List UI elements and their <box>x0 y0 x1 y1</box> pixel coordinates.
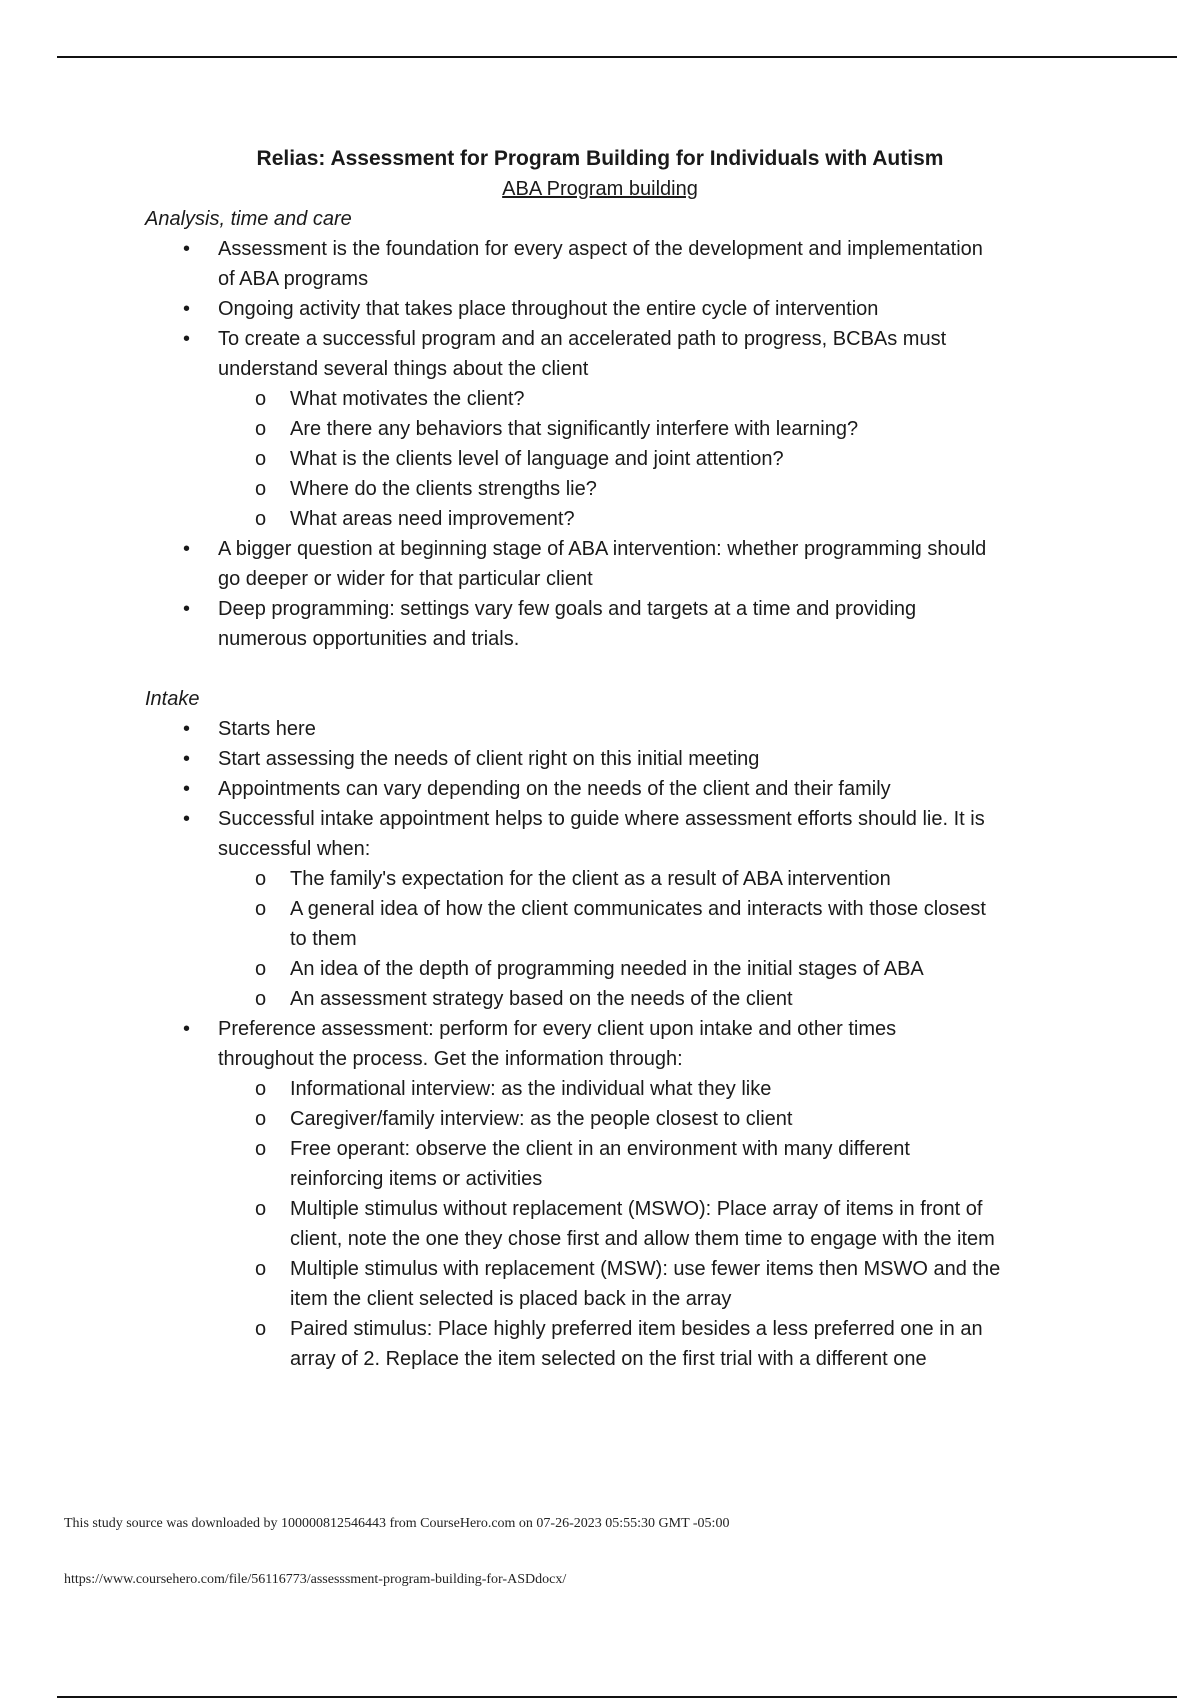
section-heading: Intake <box>145 688 200 710</box>
list-item <box>0 774 1200 804</box>
bullet-icon: • <box>183 328 191 350</box>
section-heading: Analysis, time and care <box>145 208 352 230</box>
bullet-icon: • <box>183 718 191 740</box>
sub-list-item <box>0 864 1200 894</box>
bottom-rule <box>57 1696 1177 1698</box>
sub-list-item-text: An idea of the depth of programming needed in the initial stages of ABA <box>290 958 924 980</box>
circle-bullet-icon: o <box>255 958 267 980</box>
sub-list-item <box>0 1104 1200 1134</box>
sub-list-item-text: What motivates the client? <box>290 388 525 410</box>
sub-bullet-list <box>218 864 1200 1014</box>
top-rule <box>57 56 1177 58</box>
list-item-text: Preference assessment: perform for every client upon intake and other times throughout the process. Get the information through: <box>218 1018 897 1070</box>
bullet-icon: • <box>183 298 191 320</box>
list-item-text: Ongoing activity that takes place throughout the entire cycle of intervention <box>218 298 879 320</box>
list-item <box>0 804 1200 1014</box>
sub-list-item-text: An assessment strategy based on the needs of the client <box>290 988 793 1010</box>
bullet-list <box>0 234 1200 654</box>
circle-bullet-icon: o <box>255 988 267 1010</box>
circle-bullet-icon: o <box>255 1258 267 1280</box>
list-item-text: Deep programming: settings vary few goals and targets at a time and providing numerous opportunities and trials. <box>218 598 917 650</box>
sub-list-item <box>0 414 1200 444</box>
sub-list-item <box>0 1194 1200 1254</box>
list-item-text: Successful intake appointment helps to guide where assessment efforts should lie. It is successful when: <box>218 808 985 860</box>
sub-list-item-text: Multiple stimulus with replacement (MSW): use fewer items then MSWO and the item the client selected is placed back in the array <box>290 1258 1001 1310</box>
list-item-text: Appointments can vary depending on the needs of the client and their family <box>218 778 891 800</box>
bullet-icon: • <box>183 1018 191 1040</box>
sub-list-item <box>0 1254 1200 1314</box>
circle-bullet-icon: o <box>255 868 267 890</box>
sub-list-item-text: What is the clients level of language and joint attention? <box>290 448 784 470</box>
sub-list-item <box>0 1134 1200 1194</box>
list-item <box>0 1014 1200 1374</box>
sub-list-item-text: Free operant: observe the client in an environment with many different reinforcing items or activities <box>290 1138 910 1190</box>
circle-bullet-icon: o <box>255 478 267 500</box>
circle-bullet-icon: o <box>255 508 267 530</box>
list-item-text: Assessment is the foundation for every aspect of the development and implementation of ABA programs <box>218 238 983 290</box>
sub-list-item <box>0 444 1200 474</box>
sub-bullet-list <box>218 1074 1200 1374</box>
section-gap <box>0 654 1200 684</box>
sub-list-item-text: Multiple stimulus without replacement (MSWO): Place array of items in front of client, note the one they chose first and allow them time to engage with the item <box>290 1198 995 1250</box>
sub-list-item-text: Paired stimulus: Place highly preferred item besides a less preferred one in an array of 2. Replace the item selected on the first trial with a different one <box>290 1318 983 1370</box>
list-item <box>0 534 1200 594</box>
bullet-icon: • <box>183 538 191 560</box>
document-subtitle: ABA Program building <box>502 178 698 200</box>
sections <box>0 204 1200 1374</box>
document-title: Relias: Assessment for Program Building for Individuals with Autism <box>256 147 944 170</box>
sub-list-item <box>0 384 1200 414</box>
bullet-icon: • <box>183 808 191 830</box>
circle-bullet-icon: o <box>255 388 267 410</box>
list-item <box>0 714 1200 744</box>
bullet-list <box>0 714 1200 1374</box>
sub-list-item <box>0 1074 1200 1104</box>
list-item <box>0 234 1200 294</box>
download-notice: This study source was downloaded by 100000812546443 from CourseHero.com on 07-26-2023 05:55:30 GMT -05:00 <box>64 1516 730 1531</box>
sub-list-item <box>0 894 1200 954</box>
sub-list-item <box>0 1314 1200 1374</box>
bullet-icon: • <box>183 778 191 800</box>
list-item <box>0 744 1200 774</box>
list-item <box>0 324 1200 534</box>
sub-list-item <box>0 474 1200 504</box>
sub-list-item-text: A general idea of how the client communicates and interacts with those closest to them <box>290 898 986 950</box>
sub-list-item-text: Caregiver/family interview: as the people closest to client <box>290 1108 793 1130</box>
circle-bullet-icon: o <box>255 448 267 470</box>
circle-bullet-icon: o <box>255 1078 267 1100</box>
list-item <box>0 594 1200 654</box>
list-item-text: Start assessing the needs of client right on this initial meeting <box>218 748 760 770</box>
sub-list-item-text: What areas need improvement? <box>290 508 575 530</box>
sub-list-item <box>0 504 1200 534</box>
sub-list-item-text: Where do the clients strengths lie? <box>290 478 597 500</box>
bullet-icon: • <box>183 598 191 620</box>
bullet-icon: • <box>183 238 191 260</box>
sub-list-item-text: The family's expectation for the client as a result of ABA intervention <box>290 868 891 890</box>
sub-list-item-text: Are there any behaviors that significantly interfere with learning? <box>290 418 859 440</box>
sub-list-item-text: Informational interview: as the individual what they like <box>290 1078 772 1100</box>
circle-bullet-icon: o <box>255 898 267 920</box>
circle-bullet-icon: o <box>255 1318 267 1340</box>
sub-list-item <box>0 954 1200 984</box>
list-item-text: Starts here <box>218 718 316 740</box>
sub-bullet-list <box>218 384 1200 534</box>
source-url[interactable]: https://www.coursehero.com/file/56116773/assesssment-program-building-for-ASDdocx/ <box>64 1572 567 1587</box>
circle-bullet-icon: o <box>255 1198 267 1220</box>
bullet-icon: • <box>183 748 191 770</box>
list-item-text: A bigger question at beginning stage of ABA intervention: whether programming should go deeper or wider for that particular client <box>218 538 987 590</box>
document-body <box>0 144 1200 1374</box>
circle-bullet-icon: o <box>255 1138 267 1160</box>
sub-list-item <box>0 984 1200 1014</box>
list-item-text: To create a successful program and an accelerated path to progress, BCBAs must understand several things about the client <box>218 328 947 380</box>
circle-bullet-icon: o <box>255 1108 267 1130</box>
circle-bullet-icon: o <box>255 418 267 440</box>
list-item <box>0 294 1200 324</box>
